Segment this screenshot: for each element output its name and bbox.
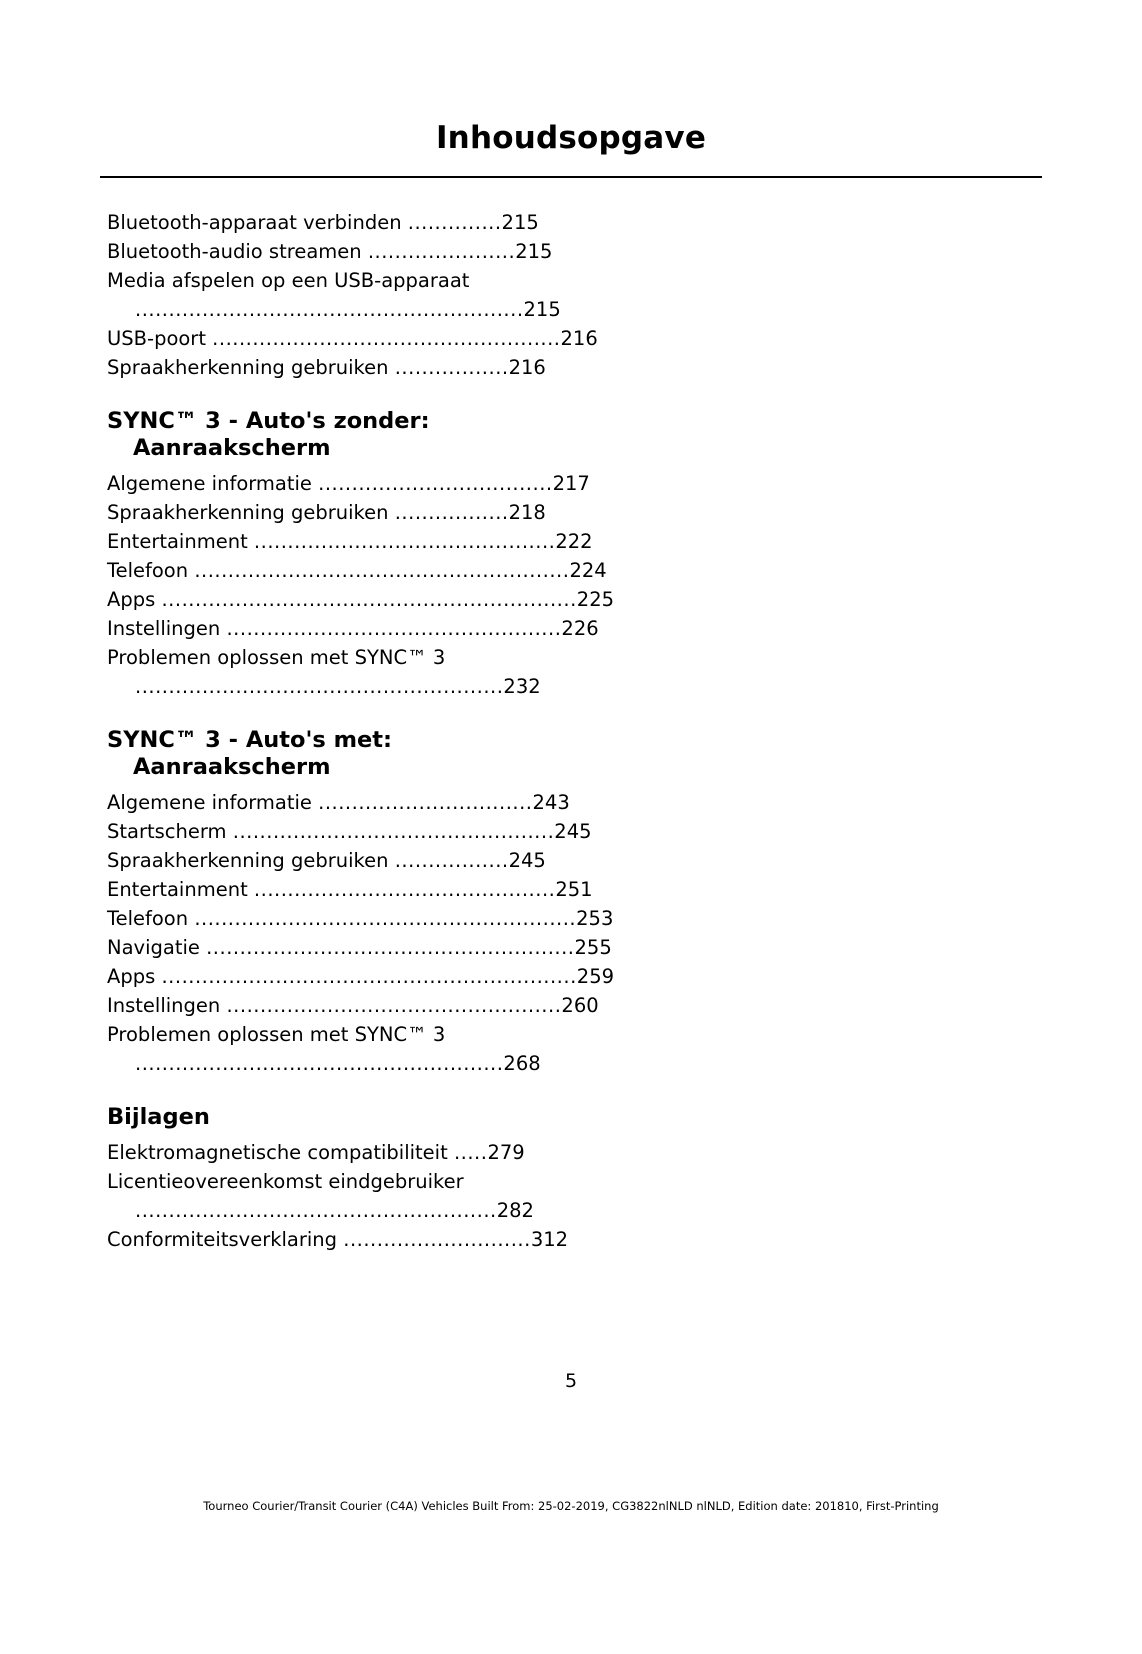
toc-entry-page-number: 232 <box>503 675 541 698</box>
toc-entry-leader-dots: ................. <box>394 356 509 379</box>
toc-entry-page-number: 312 <box>530 1228 569 1251</box>
toc-entry-page-number: 216 <box>560 327 598 350</box>
page-title: Inhoudsopgave <box>435 120 707 156</box>
toc-entry[interactable] <box>107 1138 547 1167</box>
toc-entry[interactable] <box>107 904 614 933</box>
toc-entry-leader-dots: ....................................................... <box>135 1052 504 1075</box>
toc-entry-leader-dots: ..... <box>453 1141 488 1164</box>
toc-entry-leader-dots: .................................................. <box>226 994 562 1017</box>
toc-entry-page-number: 245 <box>554 820 592 843</box>
toc-entry-label: Spraakherkenning gebruiken <box>107 501 389 524</box>
toc-entry-leader-dots: ................. <box>394 501 509 524</box>
toc-entry-leader-dots: ............................................. <box>253 878 556 901</box>
toc-entry-label: Telefoon <box>107 907 189 930</box>
toc-entry[interactable] <box>107 614 599 643</box>
toc-entry-page-number: 253 <box>576 907 614 930</box>
toc-entry-page-number: 215 <box>501 211 539 234</box>
toc-entry-label: Licentieovereenkomst eindgebruiker <box>107 1170 464 1193</box>
toc-entry-page-number: 215 <box>515 240 553 263</box>
toc-entry[interactable] <box>107 353 547 382</box>
toc-entry[interactable] <box>107 1225 569 1254</box>
toc-entry-page-number: 245 <box>508 849 546 872</box>
toc-entry-label: Elektromagnetische compatibiliteit <box>107 1141 448 1164</box>
toc-entry-leader-dots: .............................................................. <box>161 965 577 988</box>
toc-entry-page-number: 282 <box>496 1199 534 1222</box>
toc-entry-leader-dots: ............................................. <box>253 530 556 553</box>
toc-entry-page-number: 243 <box>532 791 570 814</box>
toc-entry-leader-dots: ........................................................ <box>194 559 570 582</box>
toc-section-heading <box>107 1104 547 1131</box>
toc-entry-label: Startscherm <box>107 820 227 843</box>
toc-entry[interactable] <box>107 266 561 324</box>
toc-section-heading-line1: Bijlagen <box>107 1104 210 1130</box>
toc-entry-label: Spraakherkenning gebruiken <box>107 849 389 872</box>
toc-entry-page-number: 259 <box>576 965 615 988</box>
toc-entry[interactable] <box>107 788 570 817</box>
toc-entry[interactable] <box>107 817 592 846</box>
document-footer: Tourneo Courier/Transit Courier (C4A) Vehicles Built From: 25-02-2019, CG3822nlNLD nlNLD, Edition date: 201810, First-Printing <box>203 1499 939 1513</box>
toc-entry-leader-dots: ................................................ <box>232 820 555 843</box>
toc-entry[interactable] <box>107 237 553 266</box>
toc-entry[interactable] <box>107 643 547 701</box>
toc-entry-leader-dots: .............................................................. <box>161 588 577 611</box>
toc-entry-page-number: 224 <box>569 559 607 582</box>
toc-entry-label: Media afspelen op een USB-apparaat <box>107 269 470 292</box>
toc-section-heading <box>107 727 547 781</box>
toc-entry[interactable] <box>107 1167 547 1225</box>
toc-entry-page-number: 251 <box>555 878 593 901</box>
toc-entry-leader-dots: ............................ <box>343 1228 531 1251</box>
toc-entry-label: Algemene informatie <box>107 791 312 814</box>
toc-entry-page-number: 215 <box>523 298 561 321</box>
toc-entry-page-number: 218 <box>508 501 546 524</box>
toc-entry[interactable] <box>107 933 612 962</box>
toc-entry-leader-dots: .............. <box>407 211 502 234</box>
toc-section-heading-line1: SYNC™ 3 - Auto's met: <box>107 727 393 753</box>
toc-entry-leader-dots: ...................... <box>367 240 516 263</box>
toc-entry-page-number: 216 <box>508 356 546 379</box>
toc-entry-label: Navigatie <box>107 936 200 959</box>
toc-entry-leader-dots: ....................................................... <box>135 675 504 698</box>
toc-entry-label: Entertainment <box>107 530 248 553</box>
toc-section-heading-line2: Aanraakscherm <box>133 435 331 461</box>
toc-entry-label: Apps <box>107 588 156 611</box>
toc-entry[interactable] <box>107 846 547 875</box>
toc-entry[interactable] <box>107 527 593 556</box>
toc-entry-page-number: 260 <box>561 994 599 1017</box>
toc-entry[interactable] <box>107 324 598 353</box>
toc-section-heading-line2: Aanraakscherm <box>133 754 331 780</box>
toc-entry[interactable] <box>107 991 599 1020</box>
toc-entry-leader-dots: .................................................... <box>212 327 561 350</box>
toc-entry-label: Problemen oplossen met SYNC™ 3 <box>107 1023 446 1046</box>
toc-entry-page-number: 225 <box>576 588 615 611</box>
toc-entry-label: Entertainment <box>107 878 248 901</box>
toc-entry-leader-dots: ................................... <box>318 472 553 495</box>
toc-entry-label: Apps <box>107 965 156 988</box>
toc-entry-page-number: 217 <box>552 472 590 495</box>
toc-entry-label: Bluetooth-apparaat verbinden <box>107 211 402 234</box>
toc-entry-label: Instellingen <box>107 994 221 1017</box>
toc-entry-label: Spraakherkenning gebruiken <box>107 356 389 379</box>
toc-entry-page-number: 255 <box>574 936 612 959</box>
toc-entry-leader-dots: ....................................................... <box>206 936 575 959</box>
toc-section-heading <box>107 408 547 462</box>
page-number: 5 <box>564 1370 578 1392</box>
toc-entry-leader-dots: ................................ <box>318 791 533 814</box>
toc-entry[interactable] <box>107 585 615 614</box>
toc-entry-leader-dots: ................. <box>394 849 509 872</box>
toc-entry[interactable] <box>107 556 607 585</box>
toc-entry-label: Instellingen <box>107 617 221 640</box>
toc-entry-label: Telefoon <box>107 559 189 582</box>
toc-entry-leader-dots: ......................................................... <box>194 907 577 930</box>
toc-entry-label: Conformiteitsverklaring <box>107 1228 338 1251</box>
toc-entry-label: Problemen oplossen met SYNC™ 3 <box>107 646 446 669</box>
toc-entry[interactable] <box>107 498 547 527</box>
toc-entry-page-number: 226 <box>561 617 599 640</box>
toc-entry[interactable] <box>107 208 547 237</box>
toc-entry[interactable] <box>107 1020 547 1078</box>
toc-entry[interactable] <box>107 962 615 991</box>
toc-entry-leader-dots: ...................................................... <box>135 1199 497 1222</box>
toc-entry[interactable] <box>107 875 593 904</box>
toc-entry-label: Bluetooth-audio streamen <box>107 240 362 263</box>
toc-section-heading-line1: SYNC™ 3 - Auto's zonder: <box>107 408 430 434</box>
table-of-contents <box>107 208 615 1254</box>
toc-entry-page-number: 279 <box>487 1141 525 1164</box>
toc-entry-leader-dots: .......................................................... <box>135 298 524 321</box>
title-divider <box>100 176 1042 178</box>
toc-entry-leader-dots: .................................................. <box>226 617 562 640</box>
toc-entry-page-number: 222 <box>555 530 593 553</box>
toc-entry-page-number: 268 <box>503 1052 541 1075</box>
toc-entry[interactable] <box>107 469 590 498</box>
toc-entry-label: USB-poort <box>107 327 206 350</box>
toc-entry-label: Algemene informatie <box>107 472 312 495</box>
